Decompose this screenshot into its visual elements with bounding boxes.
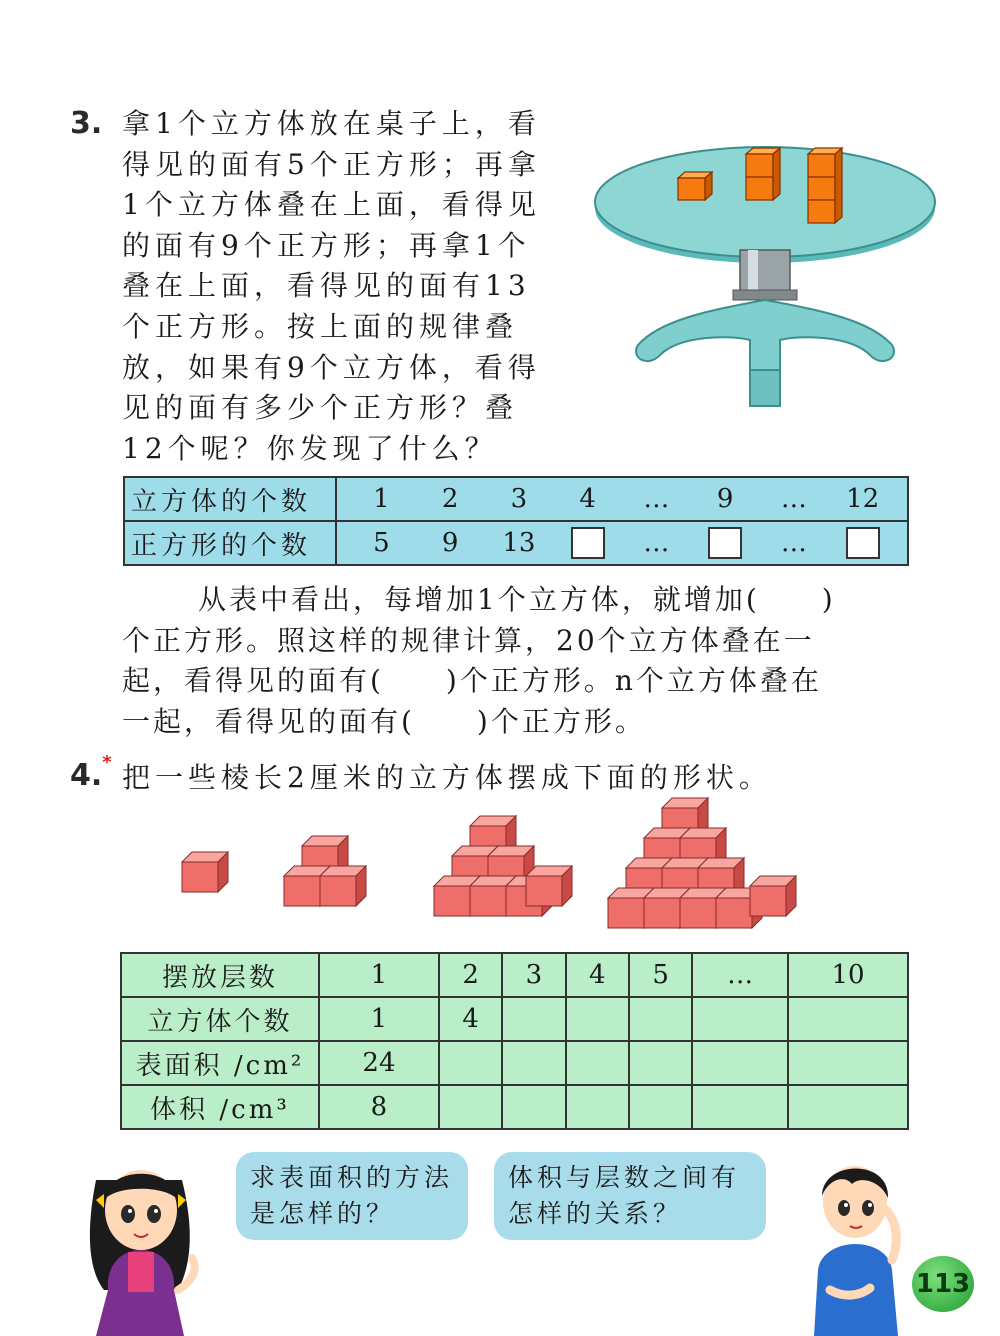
boy-speech-bubble: 体积与层数之间有怎样的关系？	[494, 1152, 766, 1240]
problem-3-line: 拿1个立方体放在桌子上，看	[122, 107, 541, 140]
answer-cell[interactable]	[692, 1085, 788, 1129]
answer-cell[interactable]	[788, 1041, 908, 1085]
answer-box[interactable]	[560, 527, 616, 559]
layers-table	[120, 952, 909, 1130]
table-cell: …	[780, 484, 807, 514]
table-cell: …	[780, 528, 807, 558]
cube-stack-2	[746, 148, 780, 200]
answer-cell[interactable]	[566, 1085, 629, 1129]
table-cell: 1	[373, 484, 390, 514]
row-values	[336, 477, 908, 521]
table-cell: …	[692, 953, 788, 997]
answer-cell[interactable]	[629, 1041, 692, 1085]
conclusion-line: 从表中看出，每增加1个立方体，就增加( )	[198, 583, 836, 616]
table-cell: 2	[439, 953, 502, 997]
conclusion-line: 起，看得见的面有( )个正方形。n个立方体叠在	[122, 664, 822, 697]
table-cell: 4	[566, 953, 629, 997]
answer-cell[interactable]	[788, 1085, 908, 1129]
star-icon: *	[102, 752, 112, 773]
table-with-cubes-illustration	[590, 140, 940, 410]
problem-3-line: 见的面有多少个正方形？叠	[122, 391, 519, 425]
table-cell: 9	[716, 484, 734, 514]
table-cell: 24	[319, 1041, 439, 1085]
problem-3-line: 的面有9个正方形；再拿1个	[122, 228, 531, 262]
answer-cell[interactable]	[502, 1041, 565, 1085]
row-label: 表面积 /cm²	[121, 1041, 319, 1085]
problem-3-line: 1个立方体叠在上面，看得见	[122, 188, 541, 222]
answer-cell[interactable]	[566, 1041, 629, 1085]
answer-cell[interactable]	[439, 1041, 502, 1085]
table-row	[124, 521, 908, 565]
table-cell: …	[643, 484, 670, 514]
problem-3-line: 个正方形。按上面的规律叠	[122, 309, 519, 343]
problem-3-text	[122, 104, 592, 469]
table-cell: 5	[373, 528, 390, 558]
answer-cell[interactable]	[566, 997, 629, 1041]
table-row	[121, 1085, 908, 1129]
answer-cell[interactable]	[629, 1085, 692, 1129]
answer-cell[interactable]	[439, 1085, 502, 1129]
table-cell: 3	[502, 953, 565, 997]
row-values	[336, 521, 908, 565]
boy-character-illustration	[800, 1140, 910, 1336]
table-cell: 2	[441, 484, 459, 514]
answer-cell[interactable]	[502, 997, 565, 1041]
problem-3-line: 12个呢？你发现了什么？	[122, 431, 498, 465]
problem-3-conclusion	[122, 580, 912, 742]
problem-4-number-text: 4.	[70, 758, 103, 793]
table-cell: 1	[319, 953, 439, 997]
answer-cell[interactable]	[502, 1085, 565, 1129]
girl-character-illustration	[66, 1140, 216, 1336]
row-label-cube-count: 立方体的个数	[124, 477, 336, 521]
table-row	[121, 997, 908, 1041]
answer-box[interactable]	[697, 527, 753, 559]
table-cell: 9	[441, 528, 459, 558]
problem-3-number: 3.	[70, 106, 103, 141]
table-cell: 4	[579, 484, 596, 514]
problem-4-number	[70, 752, 112, 793]
problem-3-line: 得见的面有5个正方形；再拿	[122, 147, 541, 181]
table-cell: 13	[502, 528, 536, 558]
answer-cell[interactable]	[629, 997, 692, 1041]
cube-pyramids-illustration	[170, 796, 810, 946]
table-row	[121, 953, 908, 997]
table-cell: 4	[439, 997, 502, 1041]
table-cell: 3	[510, 484, 528, 514]
table-cell: 10	[788, 953, 908, 997]
problem-3-line: 放，如果有9个立方体，看得	[122, 350, 541, 384]
girl-speech-bubble: 求表面积的方法是怎样的？	[236, 1152, 468, 1240]
table-cell: 1	[319, 997, 439, 1041]
header-label-layers: 摆放层数	[121, 953, 319, 997]
table-row	[121, 1041, 908, 1085]
problem-4-text: 把一些棱长2厘米的立方体摆成下面的形状。	[122, 761, 772, 794]
answer-cell[interactable]	[692, 997, 788, 1041]
answer-cell[interactable]	[692, 1041, 788, 1085]
row-label-square-count: 正方形的个数	[124, 521, 336, 565]
cube-stack-3	[808, 148, 842, 223]
conclusion-line: 个正方形。照这样的规律计算，20个立方体叠在一	[122, 623, 815, 657]
table-row	[124, 477, 908, 521]
table-cell: 12	[846, 484, 880, 514]
table-cell: …	[643, 528, 670, 558]
answer-cell[interactable]	[788, 997, 908, 1041]
problem-3-line: 叠在上面，看得见的面有13	[122, 269, 531, 303]
page-number: 113	[912, 1256, 974, 1312]
table-cell: 8	[319, 1085, 439, 1129]
table-cell: 5	[629, 953, 692, 997]
cube-count-table	[123, 476, 909, 566]
answer-box[interactable]	[835, 527, 891, 559]
conclusion-line: 一起，看得见的面有( )个正方形。	[122, 704, 646, 738]
cube-stack-1	[678, 172, 712, 200]
row-label: 立方体个数	[121, 997, 319, 1041]
row-label: 体积 /cm³	[121, 1085, 319, 1129]
